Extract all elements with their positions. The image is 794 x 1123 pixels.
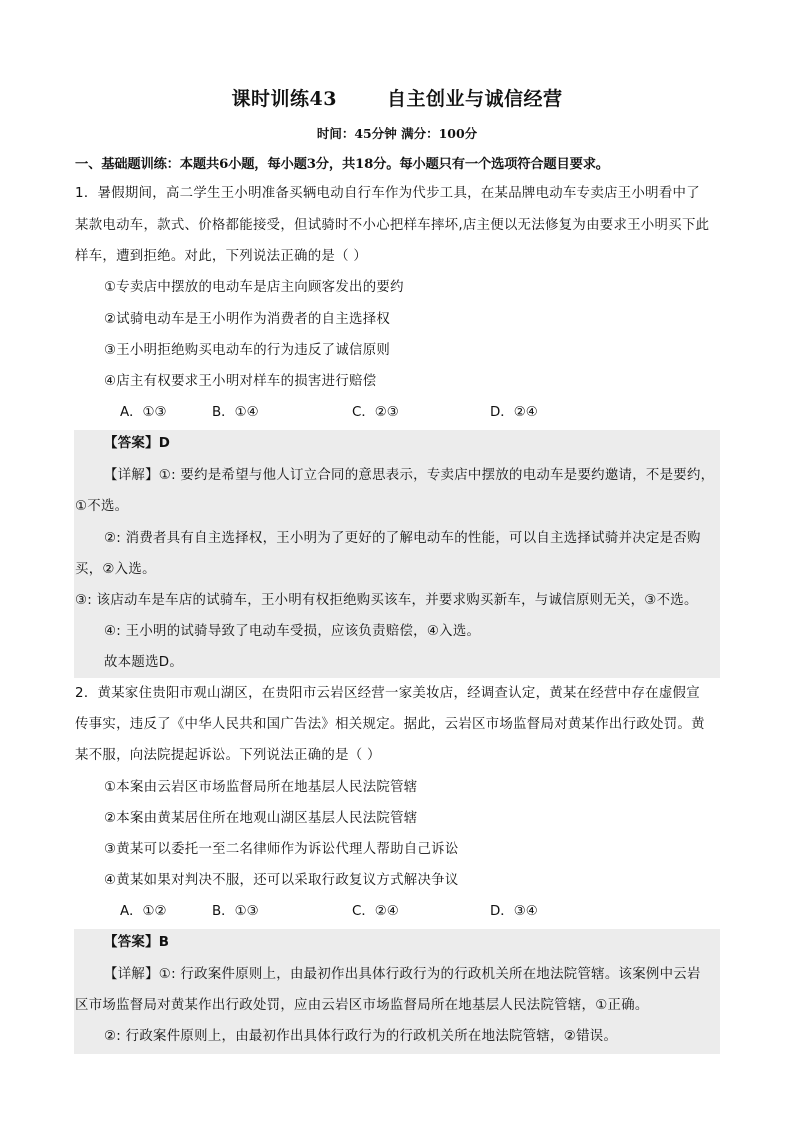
q1-statement: ③王小明拒绝购买电动车的行为违反了诚信原则 xyxy=(104,343,391,358)
q1-option-d: D．②④ xyxy=(490,405,538,420)
q2-answer: 【答案】B xyxy=(104,935,170,950)
q2-options xyxy=(120,902,538,922)
time-and-score: 时间：45分钟 满分：100分 xyxy=(316,126,478,141)
q2-explanation-line: ②: 行政案件原则上，由最初作出具体行政行为的行政机关所在地法院管辖，②错误。 xyxy=(104,1029,618,1044)
q1-option-c: C．②③ xyxy=(352,405,399,420)
q2-statement: ①本案由云岩区市场监督局所在地基层人民法院管辖 xyxy=(104,780,418,795)
page-title xyxy=(0,84,794,111)
title-topic: 自主创业与诚信经营 xyxy=(386,88,563,110)
q1-statement: ②试骑电动车是王小明作为消费者的自主选择权 xyxy=(104,312,391,327)
q2-stem-line: 某不服，向法院提起诉讼。下列说法正确的是（ ） xyxy=(75,748,381,763)
q1-stem-line: 1．暑假期间，高二学生王小明准备买辆电动自行车作为代步工具，在某品牌电动车专卖店王小明看中了 xyxy=(75,186,700,201)
q1-explanation-line: 买，②入选。 xyxy=(75,562,156,577)
q2-option-b: B．①③ xyxy=(212,904,259,919)
q1-stem-line: 某款电动车，款式、价格都能接受，但试骑时不小心把样车摔坏,店主便以无法修复为由要求王小明买下此 xyxy=(75,218,710,233)
q2-option-a: A．①② xyxy=(120,904,167,919)
q1-stem-line: 样车，遭到拒绝。对此，下列说法正确的是（ ） xyxy=(75,249,368,264)
q1-answer: 【答案】D xyxy=(104,436,171,451)
section-heading: 一、基础题训练：本题共6小题，每小题3分，共18分。每小题只有一个选项符合题目要求。 xyxy=(75,157,609,172)
q1-explanation-line: ②: 消费者具有自主选择权，王小明为了更好的了解电动车的性能，可以自主选择试骑并决定是否购 xyxy=(104,531,701,546)
q2-stem-line: 传事实，违反了《中华人民共和国广告法》相关规定。据此，云岩区市场监督局对黄某作出行政处罚。黄 xyxy=(75,717,705,732)
title-lesson-number: 课时训练43 xyxy=(231,88,337,110)
q2-stem-line: 2．黄某家住贵阳市观山湖区，在贵阳市云岩区经营一家美妆店，经调查认定，黄某在经营中存在虚假宣 xyxy=(75,686,700,701)
q2-explanation-line: 【详解】①: 行政案件原则上，由最初作出具体行政行为的行政机关所在地法院管辖。该案例中云岩 xyxy=(104,967,701,982)
q1-explanation-line: ④: 王小明的试骑导致了电动车受损，应该负责赔偿，④入选。 xyxy=(104,624,481,639)
q1-statement: ①专卖店中摆放的电动车是店主向顾客发出的要约 xyxy=(104,280,404,295)
q1-explanation-line: 【详解】①: 要约是希望与他人订立合同的意思表示，专卖店中摆放的电动车是要约邀请，不是要约， xyxy=(104,468,715,483)
q2-option-c: C．②④ xyxy=(352,904,399,919)
q2-statement: ②本案由黄某居住所在地观山湖区基层人民法院管辖 xyxy=(104,811,418,826)
q2-option-d: D．③④ xyxy=(490,904,538,919)
q1-statement: ④店主有权要求王小明对样车的损害进行赔偿 xyxy=(104,374,377,389)
q1-explanation-line: ①不选。 xyxy=(75,499,129,514)
q1-conclusion: 故本题选D。 xyxy=(104,655,184,670)
q2-explanation-line: 区市场监督局对黄某作出行政处罚，应由云岩区市场监督局所在地基层人民法院管辖，①正确。 xyxy=(75,998,649,1013)
q1-explanation-line: ③: 该店动车是车店的试骑车，王小明有权拒绝购买该车，并要求购买新车，与诚信原则无关，③不选。 xyxy=(75,593,698,608)
q1-options xyxy=(120,403,538,423)
q1-option-a: A．①③ xyxy=(120,405,167,420)
q2-statement: ③黄某可以委托一至二名律师作为诉讼代理人帮助自己诉讼 xyxy=(104,842,459,857)
q1-option-b: B．①④ xyxy=(212,405,259,420)
q2-statement: ④黄某如果对判决不服，还可以采取行政复议方式解决争议 xyxy=(104,873,459,888)
